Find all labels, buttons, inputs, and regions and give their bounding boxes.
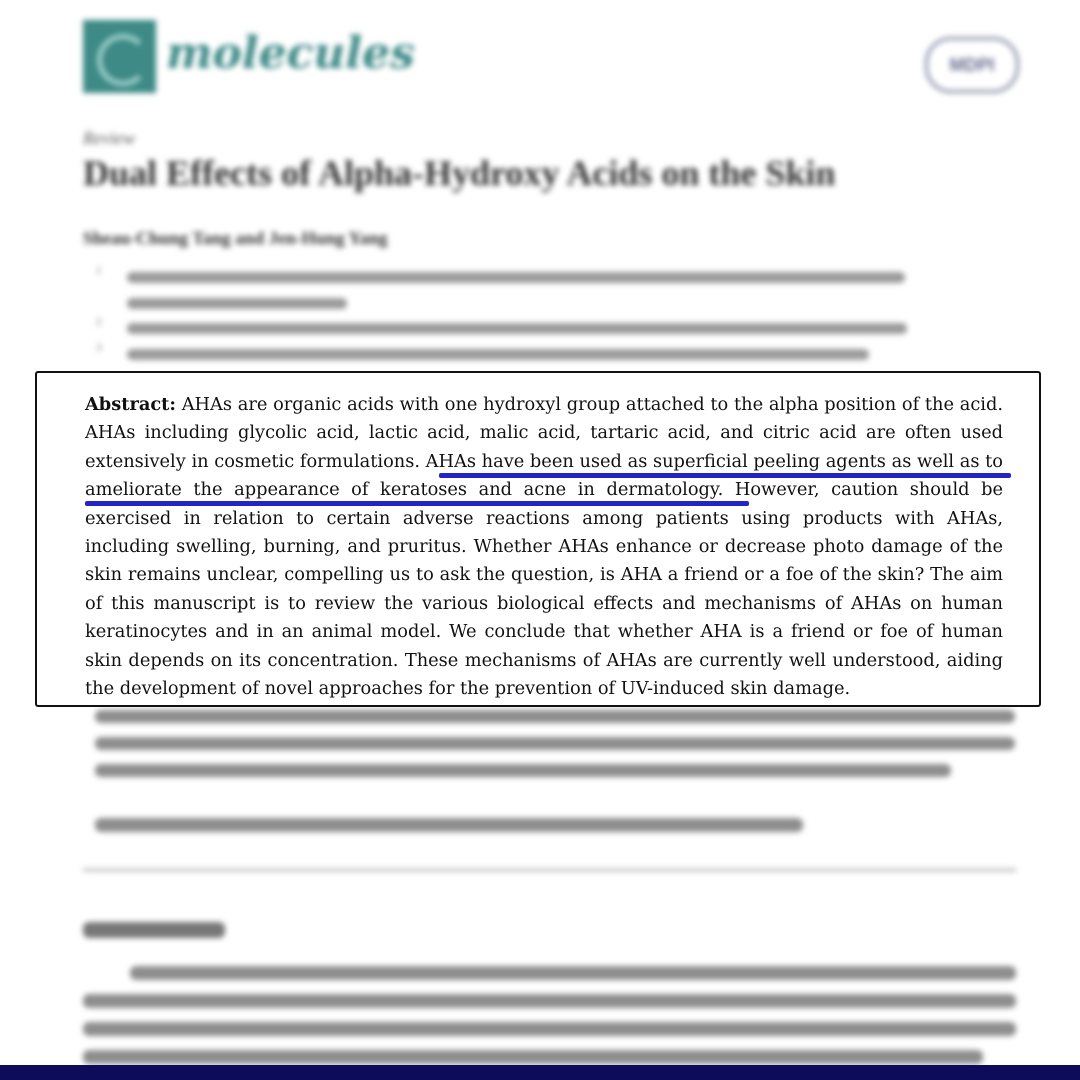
abstract-text-start: AHAs are organic acids with one hydroxyl group attached to the alpha position of the acid. AHAs including glycolic acid, lactic acid, malic acid, tartaric acid, and citric acid are often used extensively in cosmetic formulations. [85,394,1004,472]
journal-name: molecules [166,28,415,79]
highlight-underline [85,501,749,506]
abstract-highlighted-sentence: AHAs have been used as superficial peeling agents as well as to ameliorate the appearance of keratoses and acne in dermatology. [85,450,1003,501]
affiliation-line [127,349,869,360]
blurred-text-line [130,966,1016,980]
highlight-underline [439,473,1011,478]
affiliation-line [127,323,907,334]
paper-title: Dual Effects of Alpha-Hydroxy Acids on the Skin [83,153,836,193]
keywords-line [95,818,803,832]
abstract-callout [35,371,1041,707]
blurred-text-line [83,994,1016,1008]
affiliation-line [127,298,347,309]
journal-logo-icon [83,20,156,93]
blurred-text-line [83,1022,1016,1036]
bottom-band [0,1065,1080,1080]
abstract-label: Abstract: [85,394,176,415]
section-heading-blurred [83,922,225,938]
affiliation-number: 3 [96,342,102,354]
article-type-label: Review [83,128,135,148]
affiliation-line [127,272,905,283]
blurred-text-line [83,1050,983,1064]
abstract-paragraph [85,391,1003,703]
publisher-logo: MDPI [925,37,1019,93]
blurred-text-line [95,737,1015,750]
blurred-text-line [95,764,951,777]
author-list: Sheau-Chung Tang and Jen-Hung Yang [83,228,388,248]
section-divider [83,869,1016,871]
affiliation-number: 2 [96,316,102,328]
affiliation-number: 1 [96,265,102,277]
abstract-text-end: However, caution should be exercised in relation to certain adverse reactions among patients using products with AHAs, including swelling, burning, and pruritus. Whether AHAs enhance or decrease photo damage of the skin remains unclear, compelling us to ask the question, is AHA a friend or a foe of the skin? The aim of this manuscript is to review the various biological effects and mechanisms of AHAs on human keratinocytes and in an animal model. We conclude that whether AHA is a friend or foe of human skin depends on its concentration. These mechanisms of AHAs are currently well understood, aiding the development of novel approaches for the prevention of UV-induced skin damage. [85,479,1003,700]
blurred-text-line [95,710,1015,723]
